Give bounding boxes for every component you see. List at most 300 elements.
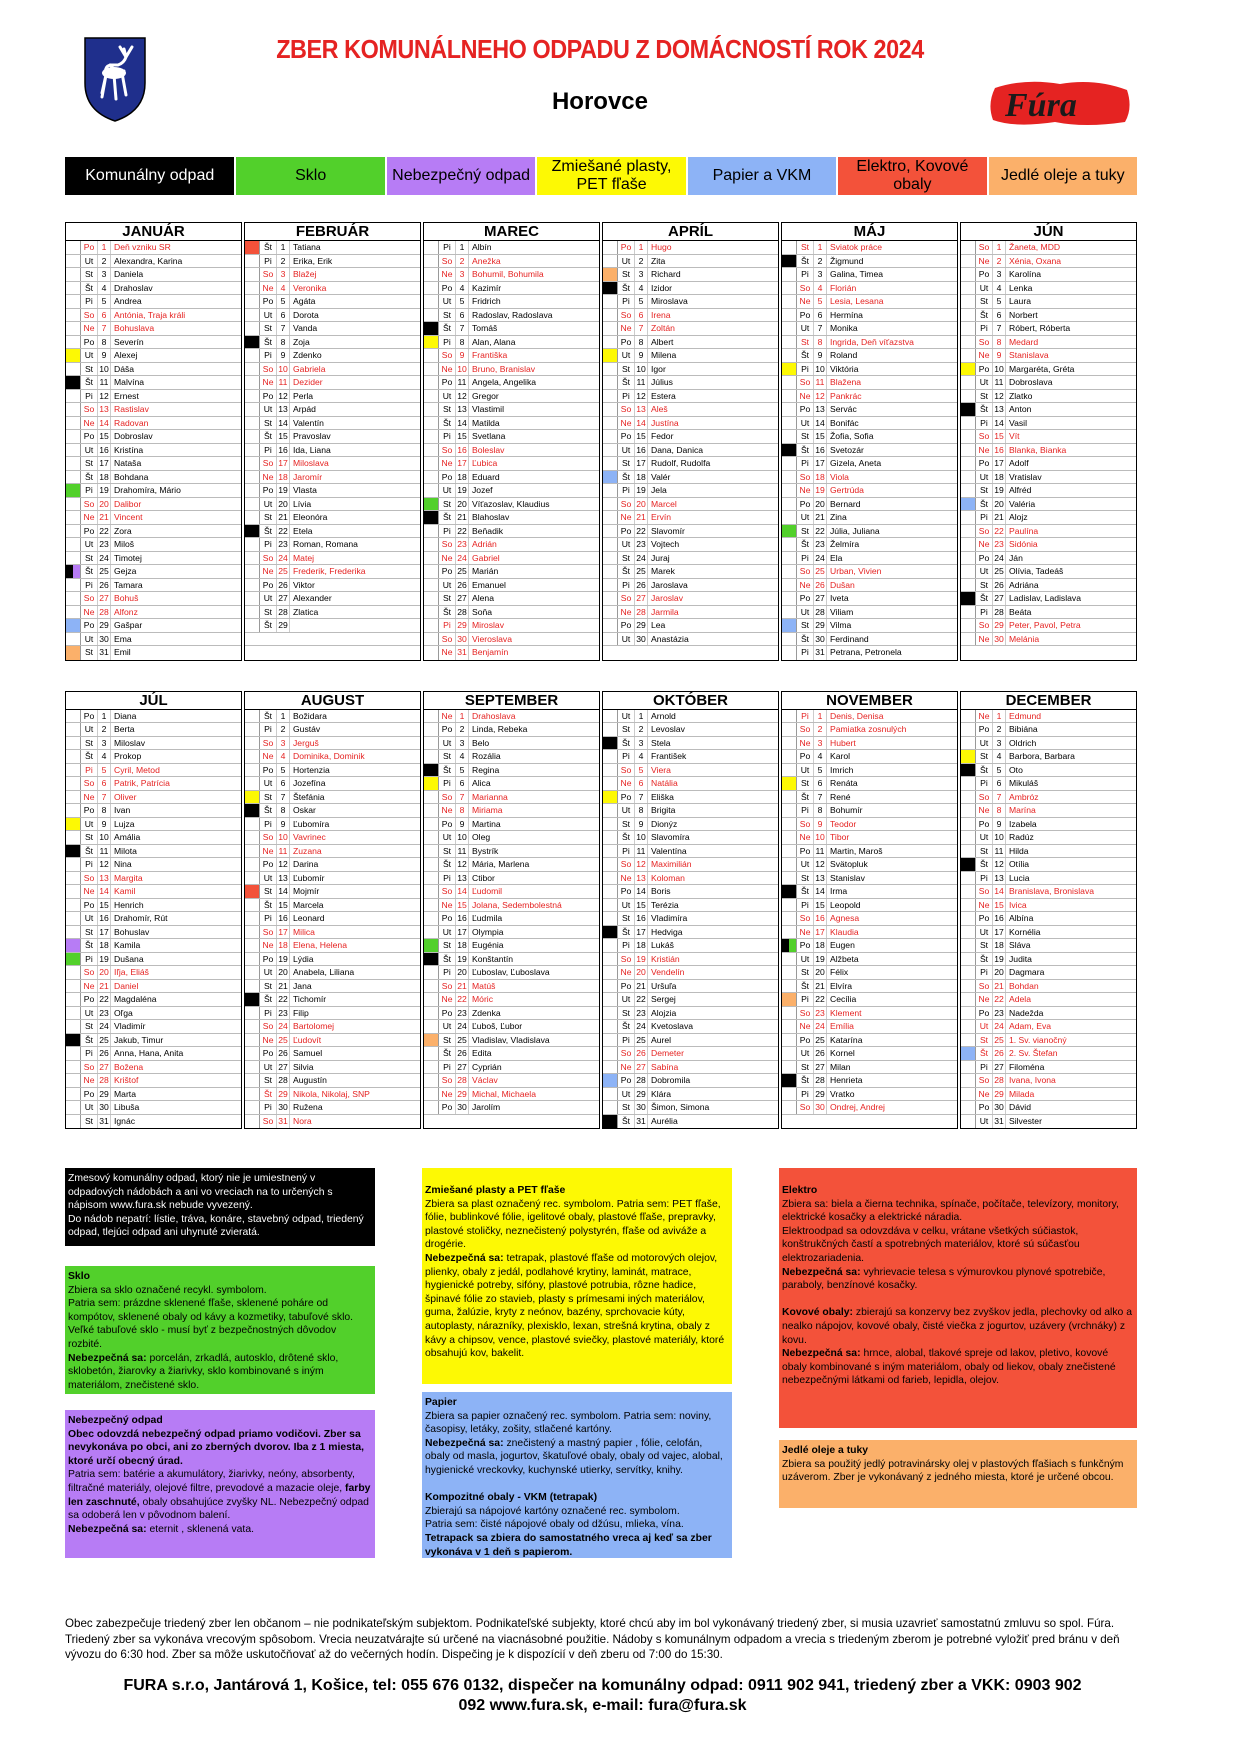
day-nameday: Vanda <box>293 323 318 333</box>
day-nameday: Bohdana <box>114 471 149 482</box>
day-row <box>245 241 420 255</box>
day-nameday: Hubert <box>830 737 856 748</box>
day-number: 1 <box>277 241 290 254</box>
day-number: 24 <box>456 1020 469 1033</box>
day-row <box>245 309 420 323</box>
day-number: 14 <box>814 885 827 898</box>
day-row <box>424 417 599 431</box>
legend-item: Zmiešané plasty, PET fľaše <box>537 157 685 195</box>
day-number: 25 <box>993 565 1006 578</box>
day-weekday: Pi <box>439 777 456 790</box>
day-weekday: Ut <box>618 255 635 268</box>
day-nameday: Olympia <box>472 926 504 937</box>
day-weekday: Pi <box>260 538 277 551</box>
day-number: 6 <box>277 777 290 790</box>
day-row <box>603 764 778 778</box>
day-number: 10 <box>98 363 111 376</box>
collection-marker <box>424 268 439 281</box>
day-number: 16 <box>814 912 827 925</box>
collection-marker <box>603 268 618 281</box>
day-number: 17 <box>98 457 111 470</box>
day-weekday: So <box>81 309 98 322</box>
day-number: 16 <box>814 444 827 457</box>
day-nameday: Elvíra <box>830 980 852 991</box>
day-weekday: St <box>797 1061 814 1074</box>
day-row <box>603 538 778 552</box>
day-row <box>245 885 420 899</box>
day-number: 13 <box>98 872 111 885</box>
day-weekday: So <box>618 498 635 511</box>
collection-marker <box>782 484 797 497</box>
day-number: 8 <box>456 336 469 349</box>
day-weekday: Št <box>618 926 635 939</box>
day-weekday: Po <box>618 430 635 443</box>
day-nameday: Kristína <box>114 444 144 455</box>
day-nameday: Branislava, Bronislava <box>1009 886 1095 896</box>
day-row <box>66 1047 241 1061</box>
day-row <box>66 241 241 255</box>
collection-marker <box>245 363 260 376</box>
day-number: 30 <box>98 1101 111 1114</box>
day-number: 25 <box>277 565 290 578</box>
day-nameday: Irma <box>830 886 848 896</box>
day-nameday: Aurel <box>651 1034 672 1045</box>
day-number: 15 <box>98 899 111 912</box>
day-weekday: Pi <box>976 872 993 885</box>
collection-marker <box>424 750 439 763</box>
day-nameday: Gertrúda <box>830 485 864 495</box>
day-nameday: Valentín <box>293 417 324 428</box>
collection-marker <box>245 268 260 281</box>
day-number: 31 <box>98 646 111 660</box>
collection-marker <box>961 552 976 565</box>
day-row <box>782 336 957 350</box>
collection-marker <box>245 723 260 736</box>
day-row <box>961 804 1136 818</box>
day-nameday: Ivica <box>1009 899 1027 910</box>
day-row <box>424 710 599 724</box>
day-row <box>424 255 599 269</box>
day-number: 28 <box>635 606 648 619</box>
info-oleje-body: Zbiera sa použitý jedlý potravinársky olej v plastových fľašiach s funkčným uzáverom. Zber je vykonávaný z jedného miesta, ktoré je určené obcou. <box>782 1458 1124 1484</box>
day-nameday: Judita <box>1009 953 1032 964</box>
day-number: 7 <box>814 791 827 804</box>
day-number: 11 <box>635 845 648 858</box>
day-nameday: Zlatica <box>293 606 319 617</box>
day-nameday: Urban, Vivien <box>830 566 882 576</box>
day-number: 6 <box>814 309 827 322</box>
legend-item: Sklo <box>236 157 384 195</box>
collection-marker <box>603 710 618 723</box>
day-nameday: Jana <box>293 980 312 991</box>
day-row <box>245 579 420 593</box>
day-number: 11 <box>993 376 1006 389</box>
day-number: 18 <box>635 471 648 484</box>
day-nameday: Pamiatka zosnulých <box>830 724 907 734</box>
day-weekday: So <box>797 818 814 831</box>
collection-marker <box>782 417 797 430</box>
collection-marker <box>961 282 976 295</box>
day-number: 11 <box>277 376 290 389</box>
day-row <box>245 552 420 566</box>
day-weekday: So <box>81 777 98 790</box>
day-number: 2 <box>993 255 1006 268</box>
collection-marker <box>424 1061 439 1074</box>
day-nameday: Klement <box>830 1007 862 1018</box>
collection-marker <box>961 818 976 831</box>
day-number: 12 <box>277 390 290 403</box>
day-number: 9 <box>98 818 111 831</box>
day-number: 24 <box>277 552 290 565</box>
day-row <box>961 1034 1136 1048</box>
day-weekday: Pi <box>439 241 456 254</box>
collection-marker <box>245 818 260 831</box>
day-nameday: Ivan <box>114 805 131 815</box>
day-number: 25 <box>277 1034 290 1047</box>
day-weekday: So <box>260 737 277 750</box>
collection-marker <box>961 831 976 844</box>
info-nebez-body: Patria sem: batérie a akumulátory, žiarivky, neóny, absorbenty, filtračné materiály, olejové filtre, prevodové a mazacie oleje, <box>68 1469 355 1494</box>
day-row <box>245 750 420 764</box>
collection-marker <box>66 804 81 817</box>
day-weekday: Ut <box>618 1088 635 1101</box>
collection-marker <box>424 538 439 551</box>
collection-marker <box>603 430 618 443</box>
day-weekday: So <box>81 872 98 885</box>
month-september <box>423 691 600 1130</box>
day-row <box>782 804 957 818</box>
day-number: 15 <box>993 430 1006 443</box>
day-weekday: Ne <box>618 872 635 885</box>
day-weekday: Ut <box>81 1101 98 1114</box>
collection-marker <box>782 363 797 376</box>
day-nameday: Linda, Rebeka <box>472 724 528 734</box>
day-weekday: Ne <box>81 511 98 524</box>
day-row <box>424 295 599 309</box>
collection-marker <box>424 336 439 349</box>
day-weekday: Ut <box>260 498 277 511</box>
day-number: 17 <box>814 457 827 470</box>
day-weekday: Št <box>260 241 277 254</box>
day-row <box>66 980 241 994</box>
day-nameday: Michal, Michaela <box>472 1088 536 1099</box>
day-weekday: Ut <box>439 1020 456 1033</box>
day-number: 4 <box>814 282 827 295</box>
collection-marker <box>424 723 439 736</box>
day-number: 18 <box>814 939 827 952</box>
day-number: 27 <box>277 592 290 605</box>
day-number: 6 <box>98 309 111 322</box>
day-number: 26 <box>456 579 469 592</box>
day-row <box>245 872 420 886</box>
day-number: 10 <box>635 363 648 376</box>
day-weekday: Ut <box>81 444 98 457</box>
collection-marker <box>424 966 439 979</box>
collection-marker <box>245 444 260 457</box>
day-weekday: Št <box>81 750 98 763</box>
collection-marker <box>782 336 797 349</box>
day-nameday: Alojz <box>1009 512 1028 522</box>
day-number: 12 <box>993 858 1006 871</box>
day-weekday: Po <box>81 336 98 349</box>
day-number: 24 <box>993 1020 1006 1033</box>
month-jún <box>960 222 1137 661</box>
day-row <box>961 980 1136 994</box>
day-weekday: Št <box>618 1020 635 1033</box>
day-number: 16 <box>277 444 290 457</box>
day-weekday: St <box>439 309 456 322</box>
day-number: 20 <box>98 498 111 511</box>
day-nameday: Marianna <box>472 791 508 802</box>
day-row <box>66 417 241 431</box>
day-nameday: Drahomír, Rút <box>114 913 168 923</box>
day-number: 14 <box>98 417 111 430</box>
day-nameday: Alan, Alana <box>472 336 516 347</box>
day-nameday: Gabriel <box>472 552 500 563</box>
day-weekday: St <box>439 592 456 605</box>
day-row <box>66 764 241 778</box>
day-weekday: Po <box>618 336 635 349</box>
day-number: 25 <box>814 565 827 578</box>
day-number: 17 <box>277 457 290 470</box>
day-weekday: Po <box>260 484 277 497</box>
day-weekday: Ne <box>439 363 456 376</box>
day-number: 22 <box>635 993 648 1006</box>
day-row <box>782 633 957 647</box>
collection-marker <box>961 430 976 443</box>
day-row <box>782 363 957 377</box>
collection-marker <box>603 390 618 403</box>
collection-marker <box>961 1088 976 1101</box>
day-number: 9 <box>993 818 1006 831</box>
day-row <box>782 1020 957 1034</box>
day-number: 3 <box>98 268 111 281</box>
collection-marker <box>782 309 797 322</box>
day-nameday: Albín <box>472 242 492 252</box>
collection-marker <box>245 885 260 898</box>
day-nameday: Dobroslav <box>114 431 153 441</box>
collection-marker <box>603 791 618 804</box>
collection-marker <box>961 885 976 898</box>
day-row <box>603 1115 778 1129</box>
collection-marker <box>424 606 439 619</box>
day-row <box>961 872 1136 886</box>
day-nameday: Boris <box>651 886 671 896</box>
day-row <box>961 295 1136 309</box>
day-weekday: Ne <box>439 899 456 912</box>
day-nameday: Jarmila <box>651 606 679 617</box>
day-weekday: Št <box>439 511 456 524</box>
day-weekday: So <box>976 980 993 993</box>
collection-marker <box>66 457 81 470</box>
day-row <box>66 912 241 926</box>
day-row <box>66 430 241 444</box>
day-row <box>603 1047 778 1061</box>
day-row <box>245 899 420 913</box>
day-row <box>245 349 420 363</box>
day-row <box>424 791 599 805</box>
day-weekday: Pi <box>81 764 98 777</box>
day-weekday: Št <box>81 282 98 295</box>
day-nameday: Eugénia <box>472 940 504 950</box>
collection-marker <box>961 1074 976 1087</box>
day-row <box>603 633 778 647</box>
day-row <box>782 1074 957 1088</box>
day-nameday: Valentína <box>651 845 687 856</box>
day-nameday: Ľubica <box>472 458 498 468</box>
day-row <box>245 1115 420 1129</box>
day-nameday: Leopold <box>830 899 861 910</box>
collection-marker <box>424 899 439 912</box>
day-weekday: Ut <box>439 737 456 750</box>
day-nameday: Dalibor <box>114 498 142 509</box>
day-weekday: Ne <box>618 777 635 790</box>
day-row <box>66 1007 241 1021</box>
day-number: 6 <box>993 309 1006 322</box>
day-row <box>66 538 241 552</box>
day-row <box>245 457 420 471</box>
day-weekday: Pi <box>260 349 277 362</box>
collection-marker <box>782 1007 797 1020</box>
day-weekday: St <box>618 457 635 470</box>
day-nameday: Antónia, Traja králi <box>114 309 186 320</box>
day-nameday: Alfréd <box>1009 485 1032 495</box>
day-nameday: Milada <box>1009 1088 1035 1099</box>
day-number: 11 <box>814 845 827 858</box>
day-number: 16 <box>277 912 290 925</box>
day-row <box>603 511 778 525</box>
day-row <box>782 777 957 791</box>
day-nameday: Václav <box>472 1075 498 1085</box>
day-row <box>603 268 778 282</box>
day-weekday: Ne <box>976 444 993 457</box>
collection-marker <box>245 484 260 497</box>
day-row <box>424 1034 599 1048</box>
day-nameday: Darina <box>293 859 319 869</box>
page-title: ZBER KOMUNÁLNEHO ODPADU Z DOMÁCNOSTÍ ROK 2024 <box>276 34 924 64</box>
collection-marker <box>66 606 81 619</box>
day-row <box>603 619 778 633</box>
day-number: 9 <box>993 349 1006 362</box>
collection-marker <box>603 1047 618 1060</box>
day-number: 9 <box>277 818 290 831</box>
day-row <box>66 710 241 724</box>
day-number: 2 <box>814 255 827 268</box>
day-number: 28 <box>98 606 111 619</box>
day-weekday: Št <box>976 592 993 605</box>
day-number: 25 <box>98 565 111 578</box>
day-row <box>66 565 241 579</box>
day-number: 30 <box>993 633 1006 646</box>
day-weekday: Ne <box>439 993 456 1006</box>
day-weekday: St <box>439 498 456 511</box>
collection-marker <box>424 376 439 389</box>
collection-marker <box>782 872 797 885</box>
day-nameday: Dionýz <box>651 818 678 829</box>
day-weekday: Ut <box>439 831 456 844</box>
collection-marker <box>961 619 976 632</box>
day-weekday: So <box>618 1047 635 1060</box>
collection-marker <box>961 845 976 858</box>
day-row <box>66 457 241 471</box>
collection-marker <box>603 471 618 484</box>
day-weekday: Ut <box>81 349 98 362</box>
collection-marker <box>245 953 260 966</box>
collection-marker <box>782 322 797 335</box>
day-weekday: Po <box>797 403 814 416</box>
day-nameday: Milan <box>830 1061 851 1072</box>
day-weekday: Št <box>439 858 456 871</box>
day-number: 6 <box>635 777 648 790</box>
day-row <box>66 993 241 1007</box>
collection-marker <box>961 498 976 511</box>
day-weekday: Po <box>260 764 277 777</box>
collection-marker <box>245 926 260 939</box>
day-weekday: Št <box>976 953 993 966</box>
info-plasty-nz: tetrapak, plastové fľaše od motorových olejov, plienky, obaly z jedál, podlahové krytiny, laminát, matrace, hygienické potreby, sifóny, plastové potrubia, rôzne hadice, špinavé fólie zo stavieb, plasty s prímesami iných materiálov, guma, žalúzie, kryty z neónov, bazény, sprchovacie kúty, autoplasty, nárazníky, plexisklo, lexan, strešná krytina, obaly z kávy a chipsov, vence, plastové sviečky, plastové materiály, ktoré obsahujú kov, bakelit. <box>425 1252 725 1360</box>
day-number: 23 <box>456 538 469 551</box>
day-weekday: Po <box>81 710 98 723</box>
day-number: 5 <box>993 295 1006 308</box>
day-number: 19 <box>993 484 1006 497</box>
day-number: 14 <box>814 417 827 430</box>
day-weekday: Št <box>797 255 814 268</box>
collection-marker <box>66 1101 81 1114</box>
day-row <box>782 750 957 764</box>
day-nameday: Oleg <box>472 832 491 842</box>
day-nameday: Radúz <box>1009 832 1034 842</box>
day-weekday: Št <box>81 845 98 858</box>
day-weekday: Po <box>439 471 456 484</box>
day-nameday: Ľudmila <box>472 913 503 923</box>
day-number: 7 <box>814 322 827 335</box>
collection-marker <box>782 633 797 646</box>
day-nameday: Gustáv <box>293 724 321 734</box>
day-number: 5 <box>98 295 111 308</box>
day-row <box>603 1061 778 1075</box>
day-row <box>245 777 420 791</box>
day-weekday: Po <box>618 619 635 632</box>
day-number: 15 <box>98 430 111 443</box>
day-weekday: Pi <box>976 966 993 979</box>
day-weekday: Pi <box>260 912 277 925</box>
day-weekday: So <box>439 444 456 457</box>
day-nameday: Ľudomil <box>472 886 503 896</box>
day-row <box>245 818 420 832</box>
day-weekday: Št <box>81 1034 98 1047</box>
day-nameday: Vilma <box>830 620 852 630</box>
day-row <box>782 710 957 724</box>
collection-marker <box>782 1061 797 1074</box>
day-nameday: Pankrác <box>830 390 862 401</box>
collection-marker <box>424 471 439 484</box>
day-nameday: Hortenzia <box>293 764 330 775</box>
footer-note: Obec zabezpečuje triedený zber len občanom – nie podnikateľským subjektom. Podnikateľské subjekty, ktoré chcú aby im bol vykonávaný triedený zber, si musia uzavrieť samostatnú zmluvu so spol. Fúra. Triedený zber sa vykonáva vrecovým spôsobom. Vrecia neuzatvárajte sú určené na viacnásobné použitie. Nádoby s komunálnym odpadom a vrecia s triedeným zberom je potrebné vyložiť pred bránu v deň vývozu do 6:30 hod. Zber sa môže uskutočňovať až do večerných hodín. Dispečing je k dispozícií v deň zberu od 7:00 do 15:30. <box>65 1617 1120 1661</box>
day-number: 2 <box>993 723 1006 736</box>
info-nebez-nz-label: Nebezpečná sa: <box>68 1523 147 1535</box>
day-nameday: Vladimíra <box>651 913 688 923</box>
collection-marker <box>961 710 976 723</box>
day-row <box>603 309 778 323</box>
day-nameday: Iveta <box>830 593 849 603</box>
day-weekday: Pi <box>81 390 98 403</box>
day-number: 1 <box>98 710 111 723</box>
collection-marker <box>424 885 439 898</box>
day-weekday: Št <box>260 1088 277 1101</box>
day-row <box>961 322 1136 336</box>
day-nameday: Hugo <box>651 242 672 252</box>
day-weekday: Pi <box>439 525 456 538</box>
